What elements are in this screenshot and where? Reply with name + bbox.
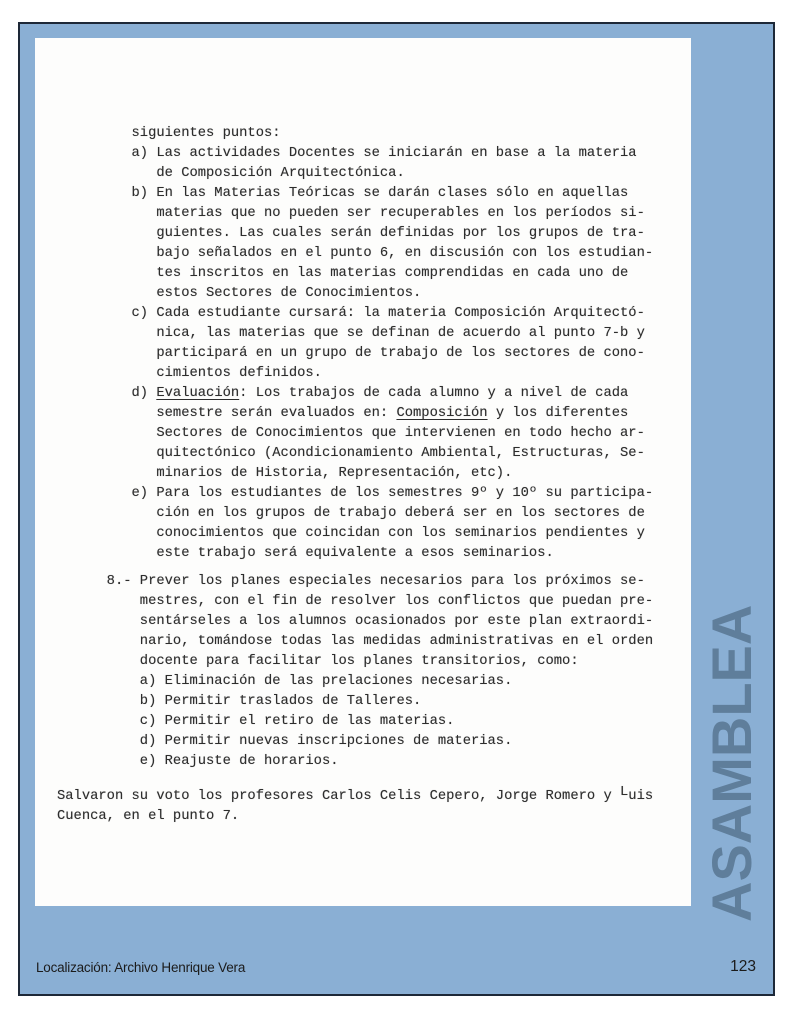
- text-segment: este trabajo será equivalente a esos seminarios.: [57, 546, 554, 561]
- text-segment: a) Las actividades Docentes se iniciarán en base a la materia: [57, 146, 637, 161]
- text-segment: mestres, con el fin de resolver los conflictos que puedan pre-: [57, 594, 654, 609]
- text-segment: d) Permitir nuevas inscripciones de materias.: [57, 734, 513, 749]
- document-line: [57, 612, 653, 632]
- text-segment: b) En las Materias Teóricas se darán clases sólo en aquellas: [57, 186, 629, 201]
- section-label-vertical: ASAMBLEA: [700, 604, 763, 922]
- document-line: [57, 632, 653, 652]
- document-line: [57, 712, 653, 732]
- document-line: [57, 524, 653, 544]
- document-line: [57, 404, 653, 424]
- text-segment: e) Reajuste de horarios.: [57, 754, 339, 769]
- text-segment: : Los trabajos de cada alumno y a nivel de cada: [239, 386, 629, 401]
- text-segment: bajo señalados en el punto 6, en discusión con los estudian-: [57, 246, 654, 261]
- text-segment: minarios de Historia, Representación, etc).: [57, 466, 513, 481]
- document-line: [57, 304, 653, 324]
- document-line: [57, 324, 653, 344]
- document-line: [57, 284, 653, 304]
- document-line: [57, 672, 653, 692]
- document-line: [57, 504, 653, 524]
- document-line: [57, 384, 653, 404]
- text-segment: c) Permitir el retiro de las materias.: [57, 714, 455, 729]
- text-segment: siguientes puntos:: [57, 126, 281, 141]
- document-line: [57, 484, 653, 504]
- text-segment: guientes. Las cuales serán definidas por los grupos de tra-: [57, 226, 645, 241]
- document-line: [57, 464, 653, 484]
- text-segment: 8.- Prever los planes especiales necesarios para los próximos se-: [57, 574, 645, 589]
- document-text: [57, 124, 653, 827]
- text-segment: Sectores de Conocimientos que intervienen en todo hecho ar-: [57, 426, 645, 441]
- text-segment: L: [620, 785, 629, 800]
- document-line: [57, 444, 653, 464]
- text-segment: e) Para los estudiantes de los semestres 9º y 10º su participa-: [57, 486, 654, 501]
- text-segment: sentárseles a los alumnos ocasionados por este plan extraordi-: [57, 614, 654, 629]
- paragraph: [57, 124, 653, 564]
- text-segment: semestre serán evaluados en:: [57, 406, 397, 421]
- text-segment: tes inscritos en las materias comprendidas en cada uno de: [57, 266, 629, 281]
- text-segment: estos Sectores de Conocimientos.: [57, 286, 422, 301]
- text-segment: cimientos definidos.: [57, 366, 322, 381]
- text-segment: uis: [628, 789, 654, 804]
- underlined-text: Evaluación: [156, 386, 240, 401]
- footer-location-text: Localización: Archivo Henrique Vera: [36, 960, 246, 975]
- document-line: [57, 364, 653, 384]
- paragraph: [57, 572, 653, 772]
- document-line: [57, 244, 653, 264]
- document-line: [57, 592, 653, 612]
- text-segment: c) Cada estudiante cursará: la materia Composición Arquitectó-: [57, 306, 645, 321]
- text-segment: Salvaron su voto los profesores Carlos Celis Cepero, Jorge Romero y: [57, 789, 621, 804]
- document-line: [57, 652, 653, 672]
- document-line: [57, 572, 653, 592]
- text-segment: conocimientos que coincidan con los seminarios pendientes y: [57, 526, 645, 541]
- paragraph: [57, 787, 653, 827]
- underlined-text: Composición: [396, 406, 488, 421]
- document-line: [57, 224, 653, 244]
- text-segment: nica, las materias que se definan de acuerdo al punto 7-b y: [57, 326, 645, 341]
- document-line: [57, 144, 653, 164]
- text-segment: Cuenca, en el punto 7.: [57, 809, 240, 824]
- document-line: [57, 204, 653, 224]
- page-number: 123: [730, 958, 756, 975]
- text-segment: de Composición Arquitectónica.: [57, 166, 405, 181]
- text-segment: nario, tomándose todas las medidas administrativas en el orden: [57, 634, 654, 649]
- text-segment: y los diferentes: [487, 406, 629, 421]
- document-line: [57, 807, 653, 827]
- document-line: [57, 732, 653, 752]
- text-segment: a) Eliminación de las prelaciones necesarias.: [57, 674, 513, 689]
- document-line: [57, 692, 653, 712]
- text-segment: materias que no pueden ser recuperables en los períodos si-: [57, 206, 645, 221]
- text-segment: quitectónico (Acondicionamiento Ambiental, Estructuras, Se-: [57, 446, 645, 461]
- document-line: [57, 264, 653, 284]
- text-segment: docente para facilitar los planes transitorios, como:: [57, 654, 579, 669]
- text-segment: ción en los grupos de trabajo deberá ser en los sectores de: [57, 506, 645, 521]
- text-segment: participará en un grupo de trabajo de los sectores de cono-: [57, 346, 645, 361]
- document-line: [57, 164, 653, 184]
- document-line: [57, 184, 653, 204]
- document-line: [57, 787, 653, 807]
- document-line: [57, 752, 653, 772]
- document-line: [57, 544, 653, 564]
- document-line: [57, 124, 653, 144]
- document-line: [57, 344, 653, 364]
- text-segment: d): [57, 386, 157, 401]
- text-segment: b) Permitir traslados de Talleres.: [57, 694, 422, 709]
- document-line: [57, 424, 653, 444]
